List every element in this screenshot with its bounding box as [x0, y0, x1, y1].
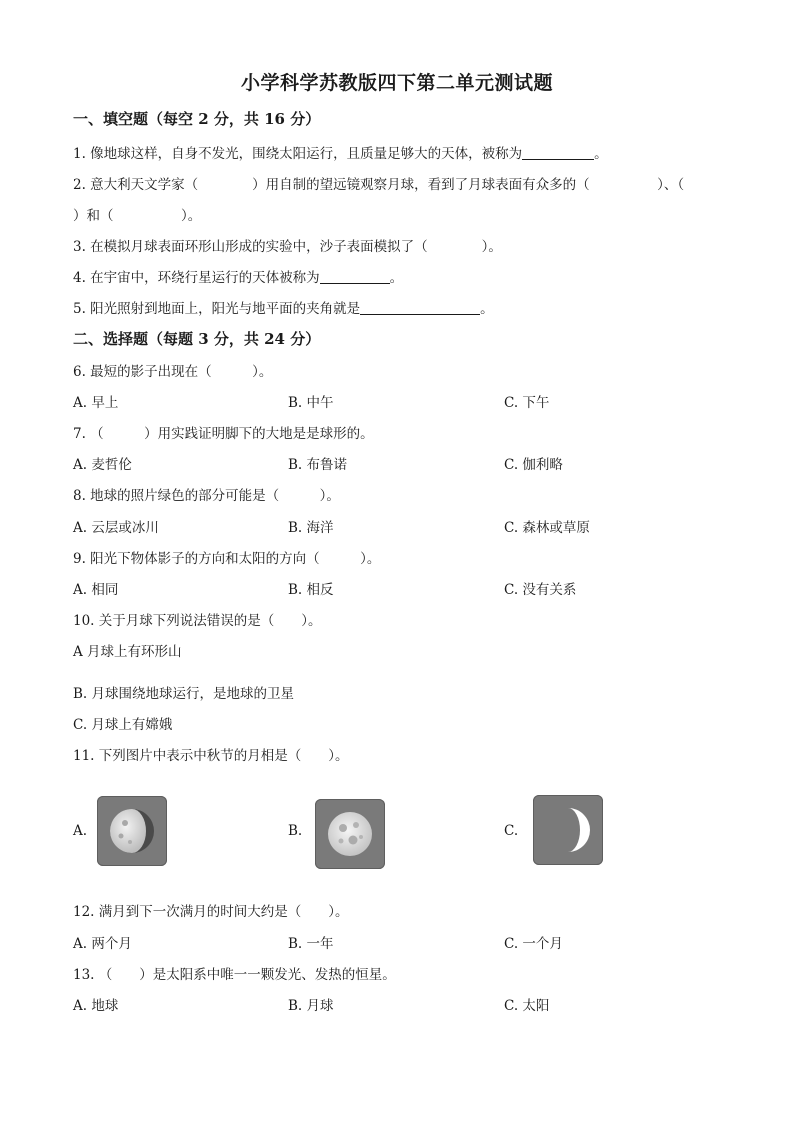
gibbous-moon-icon[interactable]	[97, 796, 167, 866]
question-9: 9. 阳光下物体影子的方向和太阳的方向（ ）。	[73, 551, 381, 567]
option-a[interactable]: A. 相同	[73, 582, 119, 598]
question-4-tail: 。	[389, 270, 404, 286]
question-8: 8. 地球的照片绿色的部分可能是（ ）。	[73, 488, 340, 504]
question-1-tail: 。	[594, 146, 608, 162]
option-b[interactable]: B.	[288, 823, 303, 839]
option-a[interactable]: A 月球上有环形山	[73, 644, 182, 660]
page-title: 小学科学苏教版四下第二单元测试题	[240, 72, 553, 94]
option-a[interactable]: A. 云层或冰川	[73, 520, 159, 536]
question-13: 13. （ ）是太阳系中唯一一颗发光、发热的恒星。	[73, 967, 396, 983]
question-4-text: 4. 在宇宙中，环绕行星运行的天体被称为	[73, 270, 320, 286]
section-fill-in-heading: 一、填空题（每空 2 分，共 16 分）	[73, 110, 321, 128]
option-c[interactable]: C. 太阳	[504, 998, 550, 1014]
question-5-tail: 。	[480, 301, 494, 317]
option-b[interactable]: B. 月球围绕地球运行，是地球的卫星	[73, 686, 295, 702]
option-a[interactable]: A. 地球	[73, 998, 119, 1014]
question-11: 11. 下列图片中表示中秋节的月相是（ ）。	[73, 748, 349, 764]
question-5	[73, 297, 494, 317]
option-a[interactable]: A. 两个月	[73, 936, 132, 952]
option-a[interactable]: A. 早上	[73, 395, 119, 411]
option-c[interactable]: C. 月球上有嫦娥	[73, 717, 173, 733]
answer-blank[interactable]	[522, 145, 594, 160]
option-b[interactable]: B. 一年	[288, 936, 334, 952]
question-1	[73, 142, 608, 162]
option-c[interactable]: C. 一个月	[504, 936, 563, 952]
crescent-moon-icon[interactable]	[533, 795, 603, 865]
option-c[interactable]: C. 伽利略	[504, 457, 563, 473]
question-2-line-1: 2. 意大利天文学家（ ）用自制的望远镜观察月球，看到了月球表面有众多的（ ）、（	[73, 177, 685, 193]
question-2-line-2: ）和（ ）。	[73, 208, 202, 224]
option-b[interactable]: B. 相反	[288, 582, 334, 598]
section-choice-heading: 二、选择题（每题 3 分，共 24 分）	[73, 330, 321, 348]
option-b[interactable]: B. 月球	[288, 998, 334, 1014]
option-c[interactable]: C. 下午	[504, 395, 550, 411]
question-10: 10. 关于月球下列说法错误的是（ ）。	[73, 613, 322, 629]
option-a[interactable]: A. 麦哲伦	[73, 457, 132, 473]
full-moon-icon[interactable]	[315, 799, 385, 869]
question-6: 6. 最短的影子出现在（ ）。	[73, 364, 273, 380]
question-12: 12. 满月到下一次满月的时间大约是（ ）。	[73, 904, 349, 920]
option-b[interactable]: B. 海洋	[288, 520, 334, 536]
answer-blank[interactable]	[360, 300, 480, 315]
option-a[interactable]: A.	[73, 823, 88, 839]
option-b[interactable]: B. 布鲁诺	[288, 457, 348, 473]
option-b[interactable]: B. 中午	[288, 395, 334, 411]
question-7: 7. （ ）用实践证明脚下的大地是是球形的。	[73, 426, 374, 442]
question-3: 3. 在模拟月球表面环形山形成的实验中，沙子表面模拟了（ ）。	[73, 239, 502, 255]
question-4	[73, 266, 403, 286]
option-c[interactable]: C. 没有关系	[504, 582, 577, 598]
question-1-text: 1. 像地球这样，自身不发光，围绕太阳运行，且质量足够大的天体，被称为	[73, 146, 523, 162]
option-c[interactable]: C. 森林或草原	[504, 520, 590, 536]
answer-blank[interactable]	[320, 269, 390, 284]
question-5-text: 5. 阳光照射到地面上，阳光与地平面的夹角就是	[73, 301, 361, 317]
option-c[interactable]: C.	[504, 823, 519, 839]
